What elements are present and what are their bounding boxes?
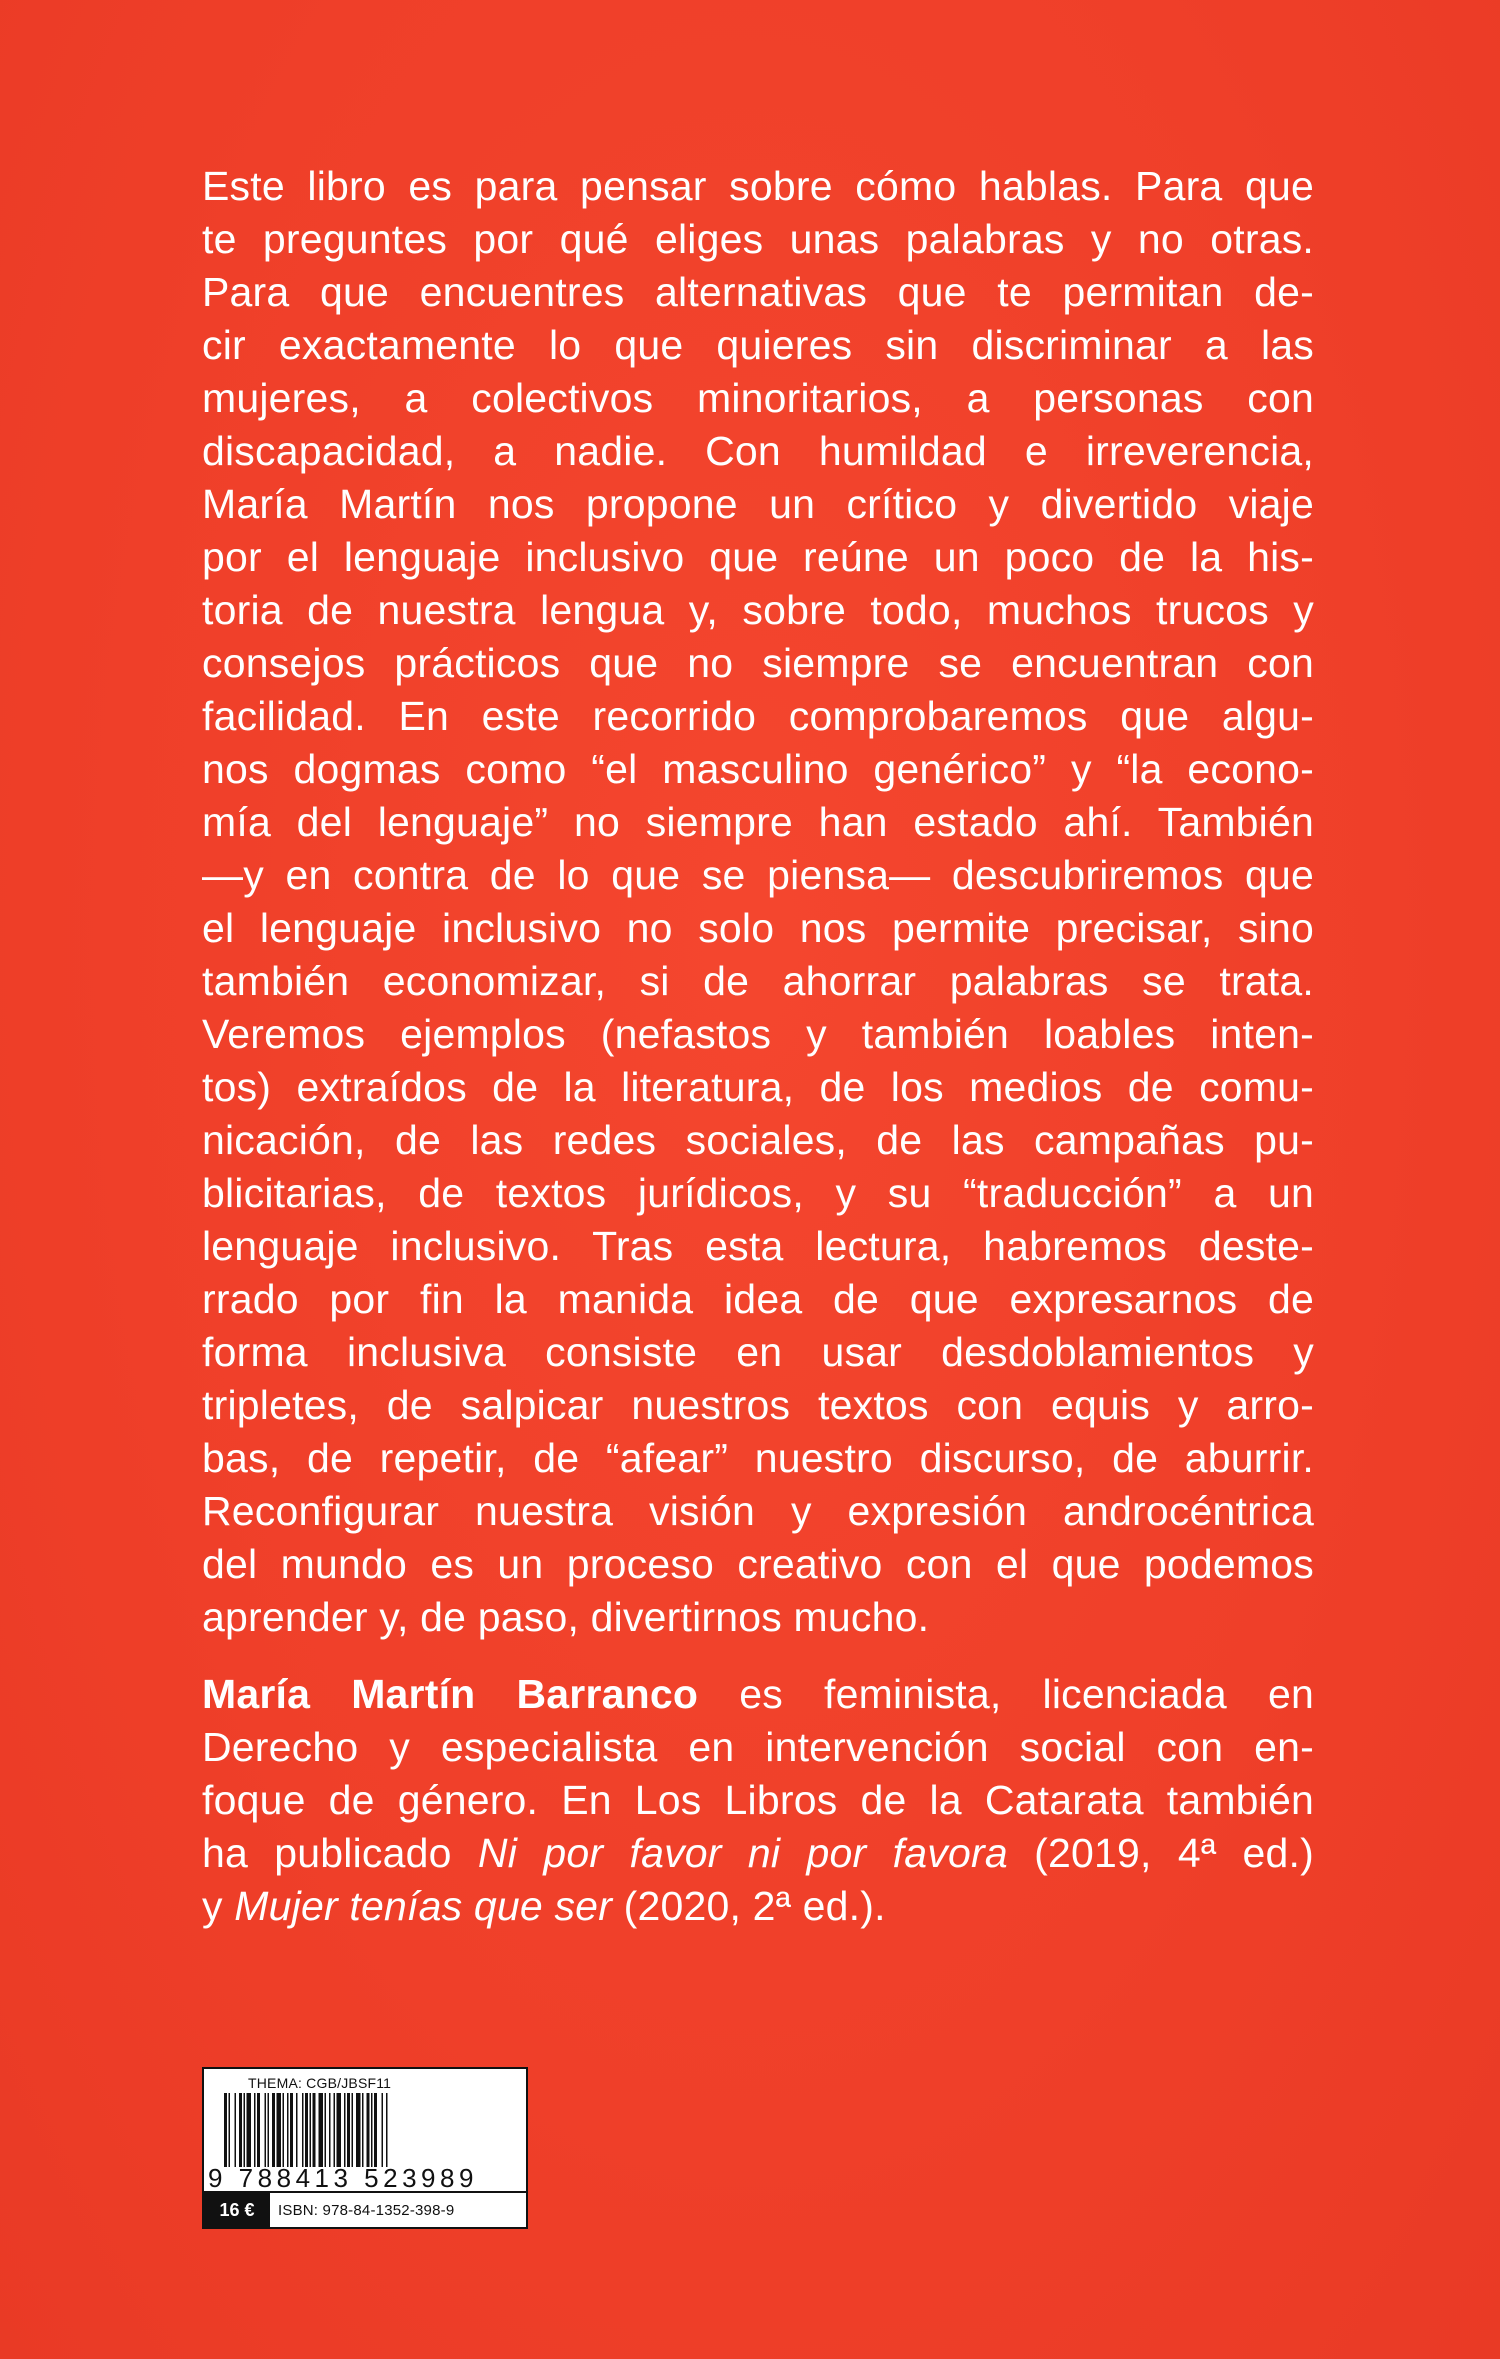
- description-line: rrado por fin la manida idea de que expresarnos de: [202, 1276, 1314, 1322]
- description-line: facilidad. En este recorrido comprobaremos que algu-: [202, 693, 1314, 739]
- barcode-stripe: [334, 2093, 336, 2167]
- barcode-stripe: [374, 2093, 377, 2167]
- description-line: por el lenguaje inclusivo que reúne un poco de la his-: [202, 534, 1314, 580]
- back-cover-text: [202, 160, 1314, 1933]
- description-line: —y en contra de lo que se piensa— descubriremos que: [202, 852, 1314, 898]
- barcode-stripe: [272, 2093, 275, 2167]
- barcode-stripe: [290, 2093, 293, 2167]
- description-line: consejos prácticos que no siempre se encuentran con: [202, 640, 1314, 686]
- barcode-stripe: [244, 2093, 246, 2167]
- barcode-bars: [222, 2093, 522, 2167]
- barcode-stripe: [229, 2093, 231, 2167]
- barcode-stripe: [371, 2093, 373, 2167]
- description-line: Veremos ejemplos (nefastos y también loables inten-: [202, 1011, 1314, 1057]
- barcode-stripe: [347, 2093, 350, 2167]
- barcode-stripe: [265, 2093, 267, 2167]
- barcode-stripe: [356, 2093, 361, 2167]
- barcode-stripe: [382, 2093, 384, 2167]
- barcode-stripe: [319, 2093, 324, 2167]
- description-line: aprender y, de paso, divertirnos mucho.: [202, 1594, 930, 1640]
- bio-line: ha publicado Ni por favor ni por favora (2019, 4ª ed.): [202, 1830, 1314, 1876]
- description-line: blicitarias, de textos jurídicos, y su “traducción” a un: [202, 1170, 1314, 1216]
- description-line: Este libro es para pensar sobre cómo hablas. Para que: [202, 163, 1314, 209]
- barcode-label: [202, 2067, 528, 2229]
- description-line: cir exactamente lo que quieres sin discriminar a las: [202, 322, 1314, 368]
- barcode-stripe: [296, 2093, 298, 2167]
- description-line: mía del lenguaje” no siempre han estado ahí. También: [202, 799, 1314, 845]
- barcode-stripe: [283, 2093, 285, 2167]
- description-line: tos) extraídos de la literatura, de los medios de comu-: [202, 1064, 1314, 1110]
- barcode-stripe: [247, 2093, 252, 2167]
- bio-line: foque de género. En Los Libros de la Catarata también: [202, 1777, 1314, 1823]
- barcode-stripe: [325, 2093, 327, 2167]
- barcode-stripe: [287, 2093, 289, 2167]
- description-line: nos dogmas como “el masculino genérico” y “la econo-: [202, 746, 1314, 792]
- description-line: lenguaje inclusivo. Tras esta lectura, habremos deste-: [202, 1223, 1314, 1269]
- author-bio: [202, 1668, 1314, 1933]
- author-name: María Martín Barranco: [202, 1671, 699, 1717]
- barcode-stripe: [344, 2093, 346, 2167]
- book-title: Ni por favor ni por favora: [477, 1830, 1008, 1876]
- barcode-stripe: [352, 2093, 354, 2167]
- barcode-stripe: [310, 2093, 312, 2167]
- isbn-number: ISBN: 978-84-1352-398-9: [278, 2201, 455, 2219]
- price-tag: 16 €: [204, 2193, 270, 2227]
- barcode-stripe: [313, 2093, 316, 2167]
- barcode-stripe: [257, 2093, 260, 2167]
- bio-line: y Mujer tenías que ser (2020, 2ª ed.).: [202, 1883, 886, 1929]
- bio-line: Derecho y especialista en intervención social con en-: [202, 1724, 1314, 1770]
- barcode-stripe: [329, 2093, 331, 2167]
- barcode-stripe: [239, 2093, 242, 2167]
- book-title: Mujer tenías que ser: [234, 1883, 613, 1929]
- barcode-stripe: [224, 2093, 227, 2167]
- description-line: María Martín nos propone un crítico y divertido viaje: [202, 481, 1314, 527]
- barcode-stripe: [277, 2093, 282, 2167]
- barcode-stripe: [386, 2093, 388, 2167]
- description-paragraph: [202, 160, 1314, 1644]
- description-line: del mundo es un proceso creativo con el que podemos: [202, 1541, 1314, 1587]
- description-line: también economizar, si de ahorrar palabras se trata.: [202, 958, 1314, 1004]
- description-line: Para que encuentres alternativas que te permitan de-: [202, 269, 1314, 315]
- description-line: mujeres, a colectivos minoritarios, a personas con: [202, 375, 1314, 421]
- barcode-stripe: [367, 2093, 370, 2167]
- barcode-stripe: [268, 2093, 270, 2167]
- description-line: te preguntes por qué eliges unas palabras y no otras.: [202, 216, 1314, 262]
- bio-line: María Martín Barranco es feminista, licenciada en: [202, 1671, 1314, 1717]
- description-line: tripletes, de salpicar nuestros textos con equis y arro-: [202, 1382, 1314, 1428]
- description-line: nicación, de las redes sociales, de las campañas pu-: [202, 1117, 1314, 1163]
- price-isbn-row: [204, 2191, 526, 2227]
- barcode-stripe: [235, 2093, 237, 2167]
- thema-code: THEMA: CGB/JBSF11: [248, 2075, 392, 2091]
- barcode-stripe: [337, 2093, 342, 2167]
- barcode-stripe: [254, 2093, 256, 2167]
- barcode-stripe: [362, 2093, 364, 2167]
- barcode-stripe: [305, 2093, 308, 2167]
- description-line: discapacidad, a nadie. Con humildad e irreverencia,: [202, 428, 1314, 474]
- description-line: bas, de repetir, de “afear” nuestro discurso, de aburrir.: [202, 1435, 1314, 1481]
- description-line: toria de nuestra lengua y, sobre todo, muchos trucos y: [202, 587, 1314, 633]
- barcode-digits: 9 788413 523989: [208, 2163, 478, 2193]
- description-line: forma inclusiva consiste en usar desdoblamientos y: [202, 1329, 1314, 1375]
- description-line: el lenguaje inclusivo no solo nos permite precisar, sino: [202, 905, 1314, 951]
- barcode-stripe: [302, 2093, 304, 2167]
- description-line: Reconfigurar nuestra visión y expresión androcéntrica: [202, 1488, 1314, 1534]
